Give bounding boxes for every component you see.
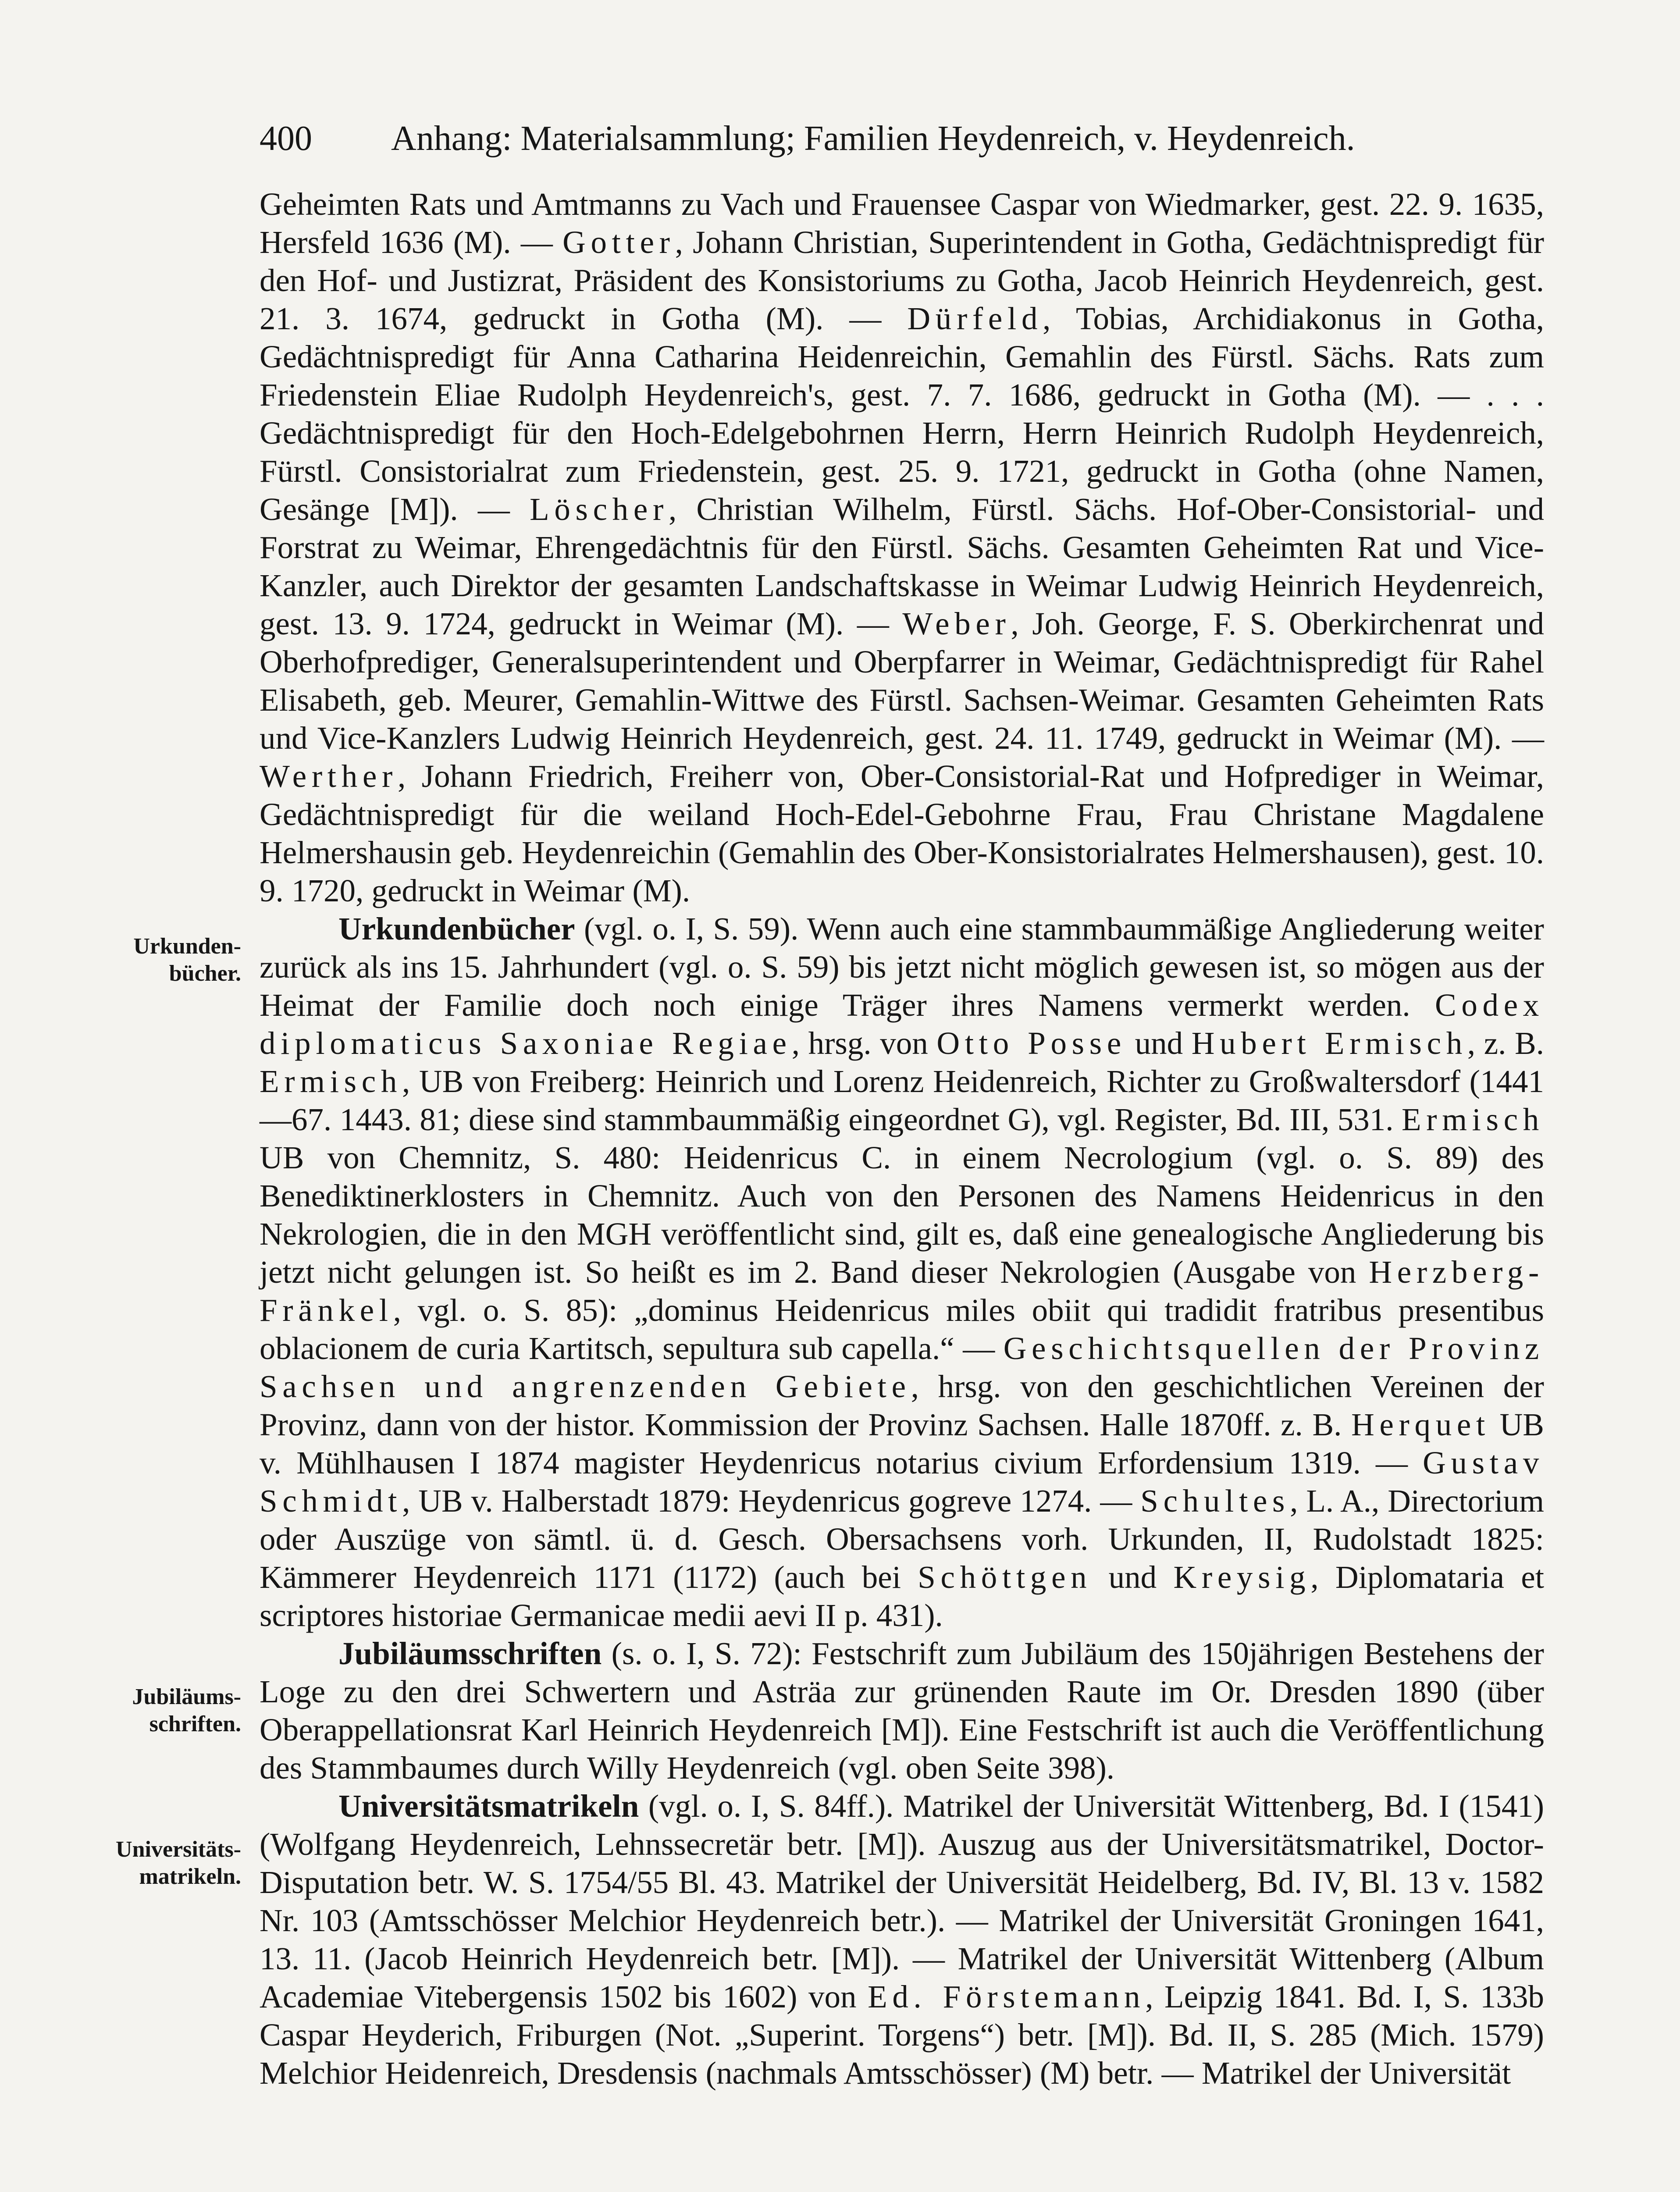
section-heading: Urkundenbücher <box>338 911 575 947</box>
margin-note-urkundenbuecher: Urkunden- bücher. <box>133 934 241 986</box>
spaced-name: Dürfeld <box>907 301 1043 336</box>
text-run: , Johann Christian, Superintendent in Gotha, Gedächtnispredigt für den Hof- und Justizrat, Präsident des Konsistoriums zu Gotha, Jacob Heinrich Heydenreich, gest. 21. 3. 1674, gedruckt in Gotha (M). — <box>260 224 1545 336</box>
paragraph <box>260 1634 1544 1787</box>
spaced-name: Kreysig <box>1173 1559 1311 1595</box>
spaced-name: Ermisch <box>1401 1102 1544 1137</box>
text-run: , Tobias, Archidiakonus in Gotha, Gedächtnispredigt für Anna Catharina Heidenreichin, Gemahlin des Fürstl. Sächs. Rats zum Friedenstein Eliae Rudolph Heydenreich's, gest. 7. 7. 1686, gedruckt in Gotha (M). — . . . Gedächtnispredigt für den Hoch-Edelgebohrnen Herrn, Herrn Heinrich Rudolph Heydenreich, Fürstl. Consistorialrat zum Friedenstein, gest. 25. 9. 1721, gedruckt in Gotha (ohne Namen, Gesänge [M]). — <box>260 301 1544 527</box>
spaced-name: Gotter <box>562 224 675 260</box>
spaced-name: Weber <box>902 606 1011 641</box>
spaced-name: Gustav Schmidt <box>260 1445 1544 1519</box>
spaced-name: Löscher <box>530 491 669 527</box>
text-run: (vgl. o. I, S. 84ff.). Matrikel der Universität Wittenberg, Bd. I (1541) (Wolfgang Heydenreich, Lehnssecretär betr. [M]). Auszug aus der Universitätsmatrikel, Doctor-Disputation betr. W. S. 1754/55 Bl. 43. Matrikel der Universität Heidelberg, Bd. IV, Bl. 13 v. 1582 Nr. 103 (Amtsschösser Melchior Heydenreich betr.). — Matrikel der Universität Groningen 1641, 13. 11. (Jacob Heinrich Heydenreich betr. [M]). — Matrikel der Universität Wittenberg (Album Academiae Vitebergensis 1502 bis 1602) von <box>260 1788 1544 2014</box>
paragraph <box>260 185 1544 910</box>
text-run: , z. B. <box>1467 1025 1545 1061</box>
text-run: (s. o. I, S. 72): Festschrift zum Jubiläum des 150jährigen Bestehens der Loge zu den drei Schwertern und Asträa zur grünenden Raute im Or. Dresden 1890 (über Oberappellationsrat Karl Heinrich Heydenreich [M]). Eine Festschrift ist auch die Veröffentlichung des Stammbaumes durch Willy Heydenreich (vgl. oben Seite 398). <box>260 1636 1544 1786</box>
text-run: UB v. Mühlhausen I 1874 magister Heydenricus notarius civium Erfordensium 1319. — <box>260 1407 1544 1480</box>
spaced-name: Codex diplomaticus Saxoniae Regiae <box>260 987 1544 1061</box>
text-run: , Leipzig 1841. Bd. I, S. 133b Caspar Heyderich, Friburgen (Not. „Superint. Torgens“) betr. [M]). Bd. II, S. 285 (Mich. 1579) Melchior Heidenreich, Dresdensis (nachmals Amtsschösser) (M) betr. — Matrikel der Universität <box>260 1979 1544 2091</box>
text-run: Geheimten Rats und Amtmanns zu Vach und Frauensee Caspar von Wiedmarker, gest. 22. 9. 1635, Hersfeld 1636 (M). — <box>260 186 1544 260</box>
spaced-name: Herzberg-Fränkel <box>260 1254 1544 1328</box>
spaced-name: Geschichtsquellen der Provinz Sachsen und angrenzenden Gebiete <box>260 1331 1544 1404</box>
spaced-name: Schultes <box>1140 1483 1290 1519</box>
body-text <box>260 185 1544 2092</box>
running-title: Anhang: Materialsammlung; Familien Heydenreich, v. Heydenreich. <box>391 119 1355 158</box>
text-run: und <box>1092 1559 1174 1595</box>
text-run: UB von Chemnitz, S. 480: Heidenricus C. in einem Necrologium (vgl. o. S. 89) des Benediktinerklosters in Chemnitz. Auch von den Personen des Namens Heidenricus in den Nekrologien, die in den MGH veröffentlicht sind, gilt es, daß eine genealogische Angliederung bis jetzt nicht gelungen ist. So heißt es im 2. Band dieser Nekrologien (Ausgabe von <box>260 1140 1544 1290</box>
paragraph <box>260 910 1544 1634</box>
paragraph <box>260 1787 1544 2092</box>
spaced-name: Ermisch <box>260 1064 402 1099</box>
section-heading: Universitätsmatrikeln <box>338 1788 639 1824</box>
text-run: , Christian Wilhelm, Fürstl. Sächs. Hof-Ober-Consistorial- und Forstrat zu Weimar, Ehrengedächtnis für den Fürstl. Sächs. Gesamten Geheimten Rat und Vice-Kanzler, auch Direktor der gesamten Landschaftskasse in Weimar Ludwig Heinrich Heydenreich, gest. 13. 9. 1724, gedruckt in Weimar (M). — <box>260 491 1544 641</box>
text-run: , Johann Friedrich, Freiherr von, Ober-Consistorial-Rat und Hofprediger in Weimar, Gedächtnispredigt für die weiland Hoch-Edel-Gebohrne Frau, Frau Christane Magdalene Helmershausin geb. Heydenreichin (Gemahlin des Ober-Konsistorialrates Helmershausen), gest. 10. 9. 1720, gedruckt in Weimar (M). <box>260 758 1544 908</box>
text-run: , vgl. o. S. 85): „dominus Heidenricus miles obiit qui tradidit fratribus presentibus oblacionem de curia Kartitsch, sepultura sub capella.“ — <box>260 1292 1544 1366</box>
margin-note-jubilaeumsschriften: Jubiläums- schriften. <box>132 1684 241 1737</box>
text-run: und <box>1126 1025 1192 1061</box>
spaced-name: Herquet <box>1351 1407 1490 1442</box>
text-run: (vgl. o. I, S. 59). Wenn auch eine stammbaummäßige Angliederung weiter zurück als ins 15. Jahrhundert (vgl. o. S. 59) bis jetzt nicht möglich gewesen ist, so mögen aus der Heimat der Familie doch noch einige Träger ihres Namens vermerkt werden. <box>260 911 1544 1023</box>
section-heading: Jubiläumsschriften <box>338 1636 602 1671</box>
spaced-name: Hubert Ermisch <box>1191 1025 1467 1061</box>
spaced-name: Ed. Förstemann <box>868 1979 1146 2014</box>
text-run: , hrsg. von <box>791 1025 937 1061</box>
text-run: , UB von Freiberg: Heinrich und Lorenz Heidenreich, Richter zu Großwaltersdorf (1441—67. 1443. 81; diese sind stammbaummäßig eingeordnet G), vgl. Register, Bd. III, 531. <box>260 1064 1544 1137</box>
page-number: 400 <box>260 119 312 158</box>
text-run: , UB v. Halberstadt 1879: Heydenricus gogreve 1274. — <box>402 1483 1141 1519</box>
running-header <box>260 117 1566 160</box>
spaced-name: Werther <box>260 758 398 794</box>
spaced-name: Schöttgen <box>918 1559 1092 1595</box>
text-run: , hrsg. von den geschichtlichen Vereinen der Provinz, dann von der histor. Kommission der Provinz Sachsen. Halle 1870ff. z. B. <box>260 1369 1544 1442</box>
text-run: , L. A., Directorium oder Auszüge von sämtl. ü. d. Gesch. Obersachsens vorh. Urkunden, II, Rudolstadt 1825: Kämmerer Heydenreich 1171 (1172) (auch bei <box>260 1483 1544 1595</box>
margin-note-universitaetsmatrikeln: Universitäts- matrikeln. <box>116 1837 241 1889</box>
text-run: , Diplomataria et scriptores historiae Germanicae medii aevi II p. 431). <box>260 1559 1544 1633</box>
spaced-name: Otto Posse <box>936 1025 1126 1061</box>
text-run: , Joh. George, F. S. Oberkirchenrat und Oberhofprediger, Generalsuperintendent und Oberpfarrer in Weimar, Gedächtnispredigt für Rahel Elisabeth, geb. Meurer, Gemahlin-Wittwe des Fürstl. Sachsen-Weimar. Gesamten Geheimten Rats und Vice-Kanzlers Ludwig Heinrich Heydenreich, gest. 24. 11. 1749, gedruckt in Weimar (M). — <box>260 606 1544 756</box>
